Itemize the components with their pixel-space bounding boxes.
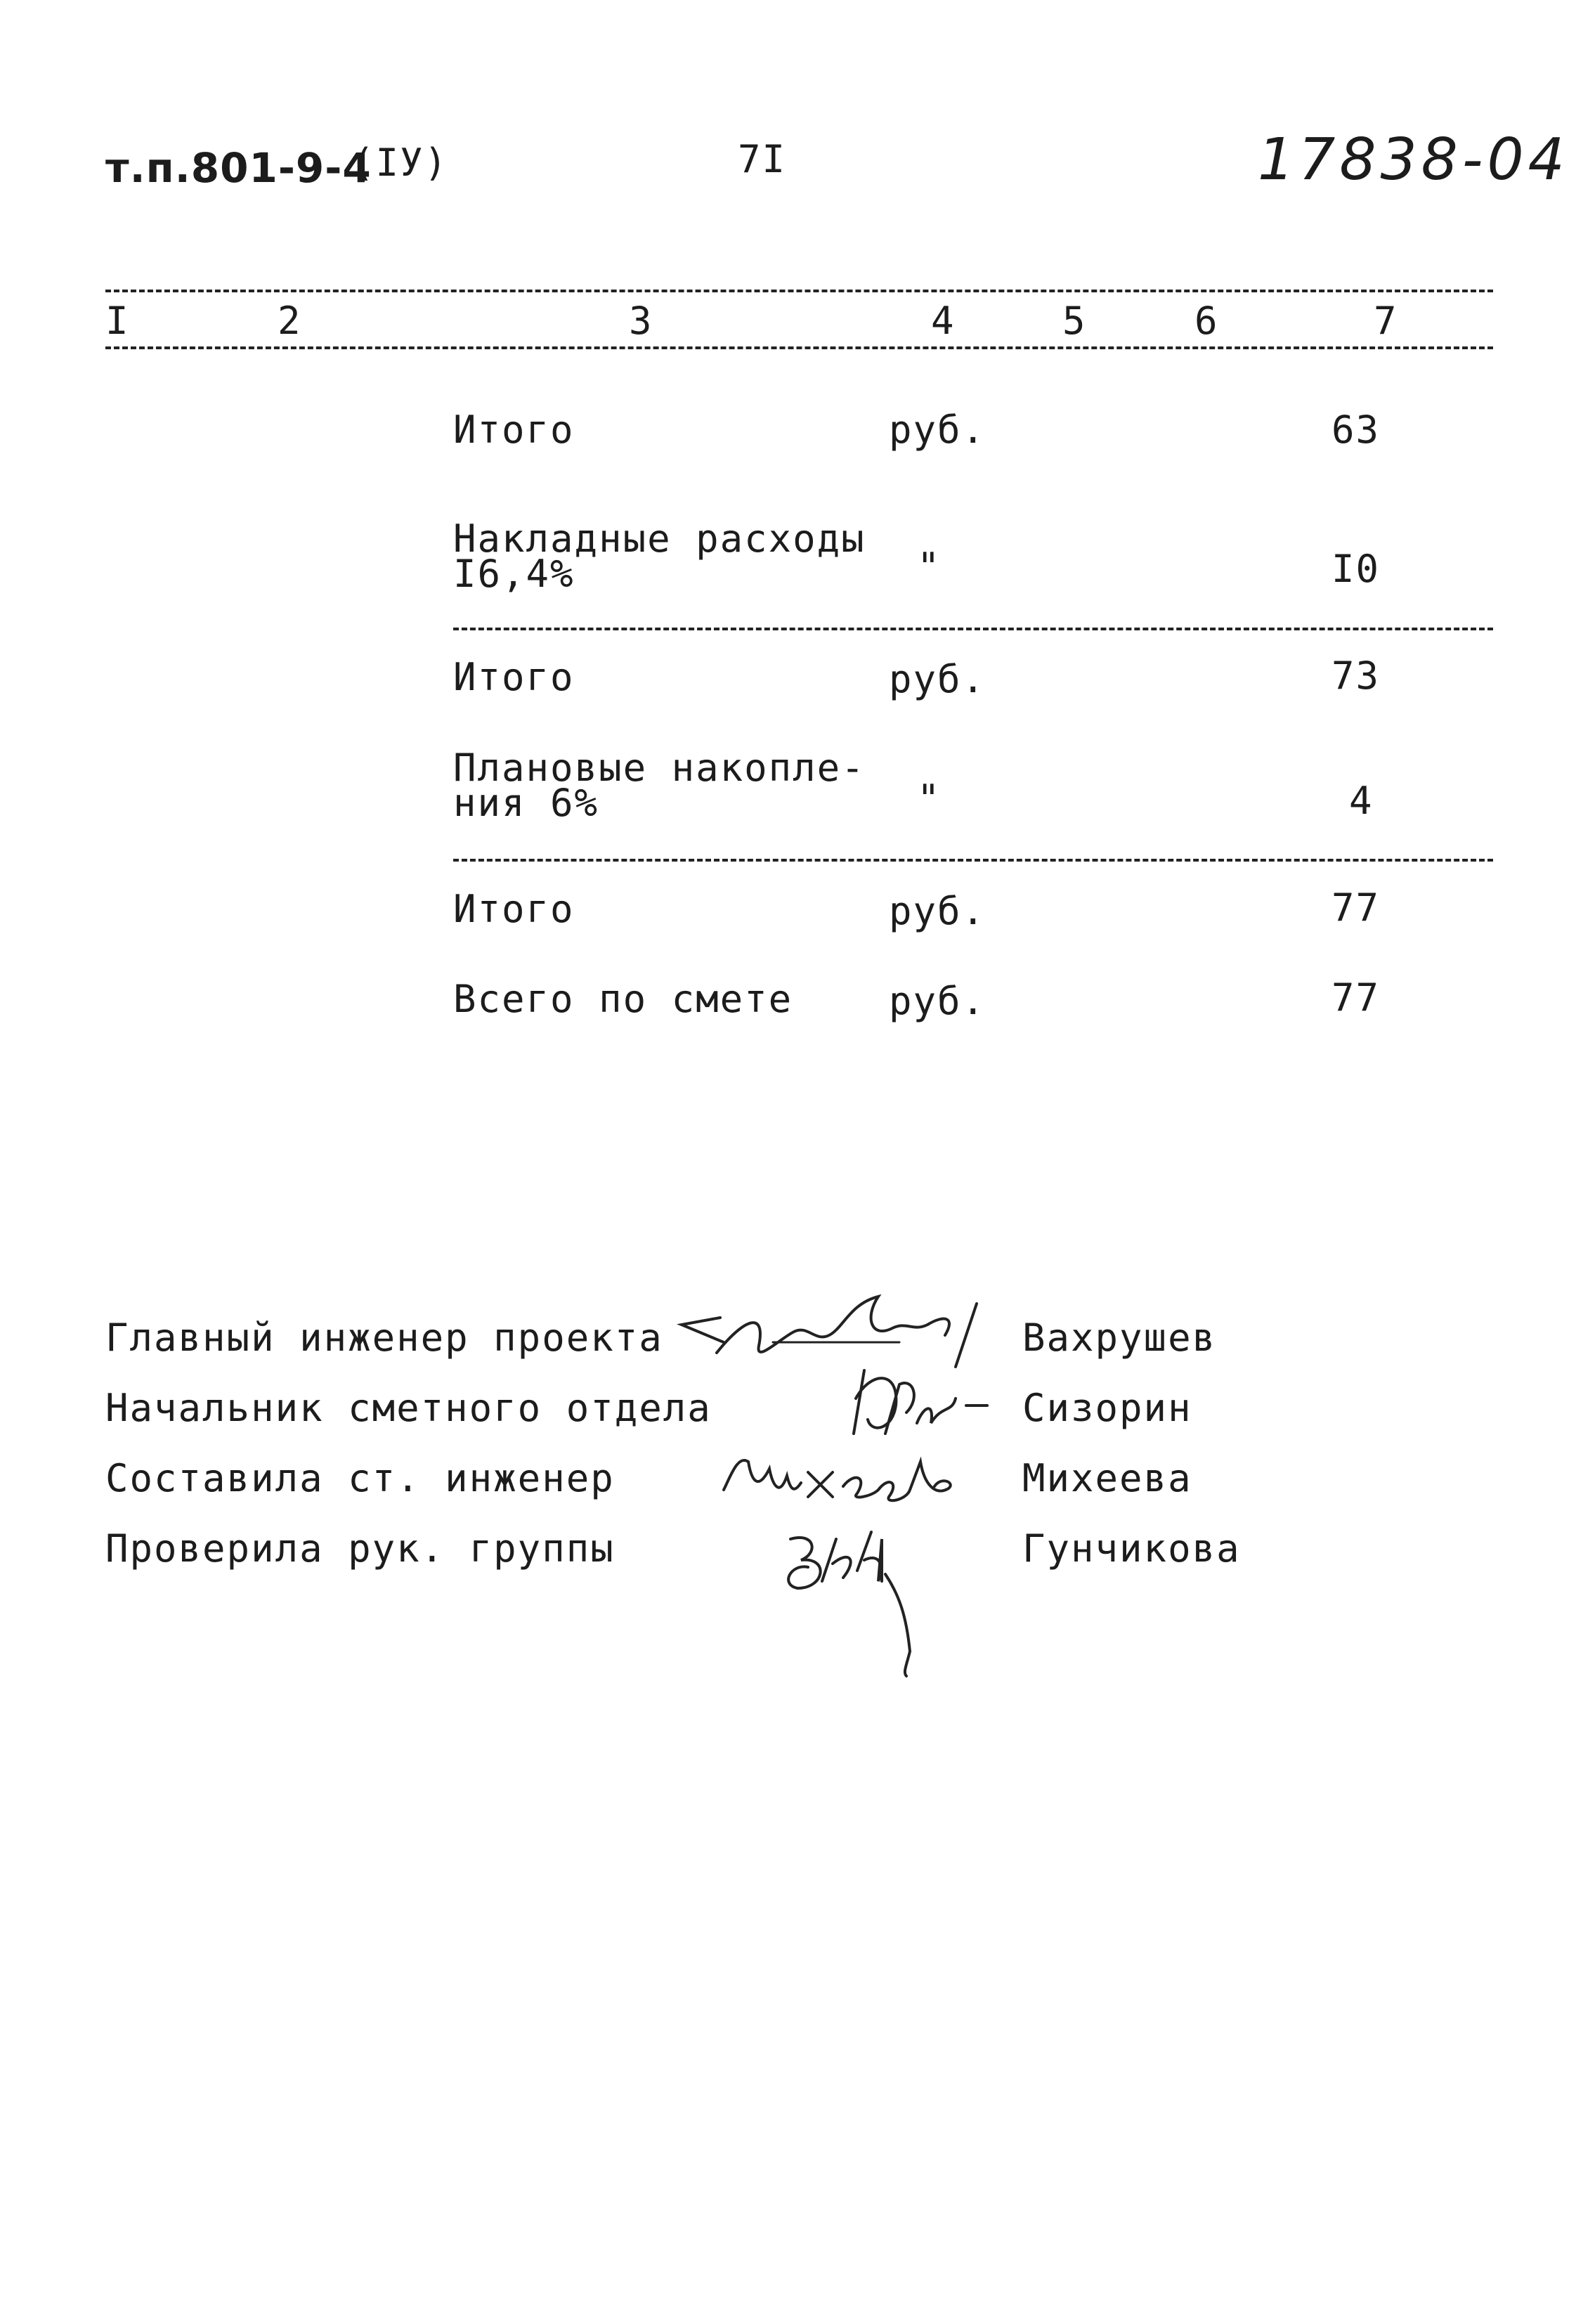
signature-4-drawing xyxy=(759,1511,934,1680)
row-value: 73 xyxy=(1331,654,1381,698)
row-value: 4 xyxy=(1349,779,1374,823)
column-number: 5 xyxy=(1062,299,1087,343)
column-number: I xyxy=(105,299,130,343)
column-header-bottom-rule xyxy=(105,346,1493,349)
row-name: Итого xyxy=(453,655,575,699)
column-number: 4 xyxy=(931,299,956,343)
row-name: Итого xyxy=(453,887,575,931)
row-name-line2: I6,4% xyxy=(453,551,575,596)
column-number: 3 xyxy=(629,299,653,343)
signer-role: Проверила рук. группы xyxy=(105,1526,615,1571)
row-name-line1: Накладные расходы xyxy=(453,517,866,561)
row-name xyxy=(453,517,866,596)
row-value: 77 xyxy=(1331,975,1381,1020)
signature-3-drawing xyxy=(710,1434,963,1518)
doc-suffix: (IУ) xyxy=(351,141,449,185)
row-name: Итого xyxy=(453,408,575,452)
row-unit: руб. xyxy=(889,979,986,1023)
row-name-line2: ния 6% xyxy=(453,780,599,825)
row-name-line1: Плановые накопле- xyxy=(453,746,866,790)
column-number: 6 xyxy=(1194,299,1219,343)
signer-name: Гунчикова xyxy=(1022,1526,1241,1571)
row-unit: " xyxy=(917,777,942,821)
row-unit: руб. xyxy=(889,408,986,452)
row-value: 77 xyxy=(1331,885,1381,930)
subtotal-rule xyxy=(453,859,1493,862)
column-number: 2 xyxy=(278,299,302,343)
signer-role: Главный инженер проекта xyxy=(105,1316,663,1360)
column-header-top-rule xyxy=(105,290,1493,292)
row-name: Всего по смете xyxy=(453,977,793,1021)
subtotal-rule xyxy=(453,628,1493,630)
archive-number: 17838-04 xyxy=(1258,126,1569,193)
row-unit: руб. xyxy=(889,889,986,933)
row-value: I0 xyxy=(1331,547,1381,591)
page-number: 7I xyxy=(738,137,787,181)
row-unit: руб. xyxy=(889,657,986,701)
signer-name: Вахрушев xyxy=(1022,1316,1217,1360)
doc-code xyxy=(105,144,372,192)
signer-role: Составила ст. инженер xyxy=(105,1456,615,1500)
doc-code-text: т.п.801-9-4 xyxy=(105,144,372,192)
column-number: 7 xyxy=(1374,299,1398,343)
signer-role: Начальник сметного отдела xyxy=(105,1386,712,1430)
row-unit: " xyxy=(917,545,942,589)
signer-name: Сизорин xyxy=(1022,1386,1192,1430)
row-value: 63 xyxy=(1331,408,1381,452)
row-name xyxy=(453,746,866,825)
signer-name: Михеева xyxy=(1022,1456,1192,1500)
